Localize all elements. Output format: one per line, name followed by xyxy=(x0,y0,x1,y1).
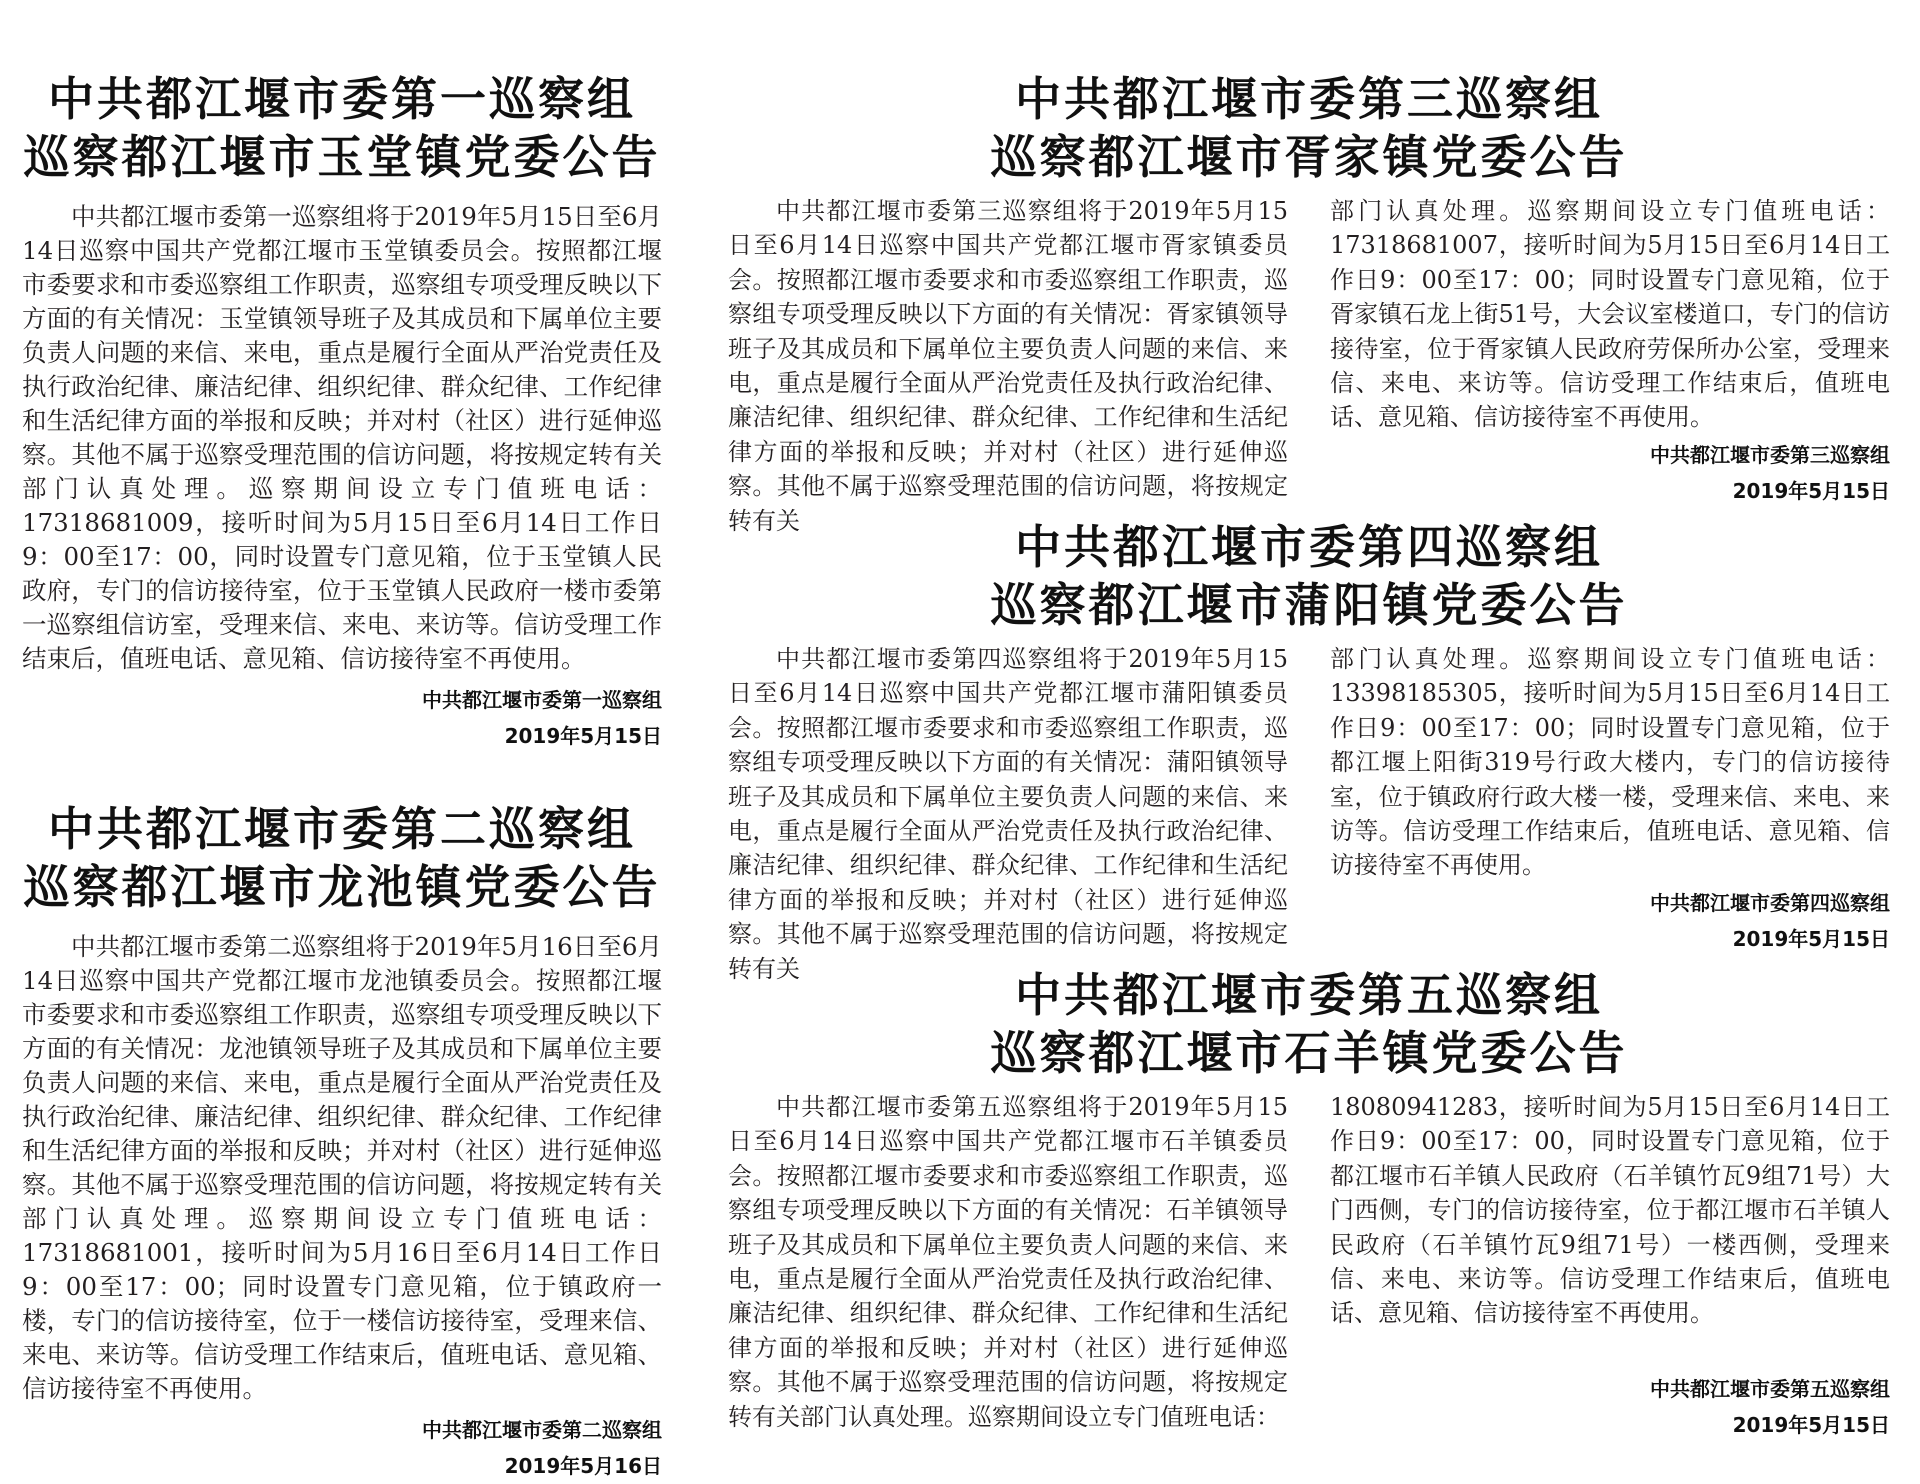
notice-body-columns xyxy=(728,194,1890,538)
notice-date: 2019年5月15日 xyxy=(504,724,662,748)
notice-signature: 中共都江堰市委第二巡察组 xyxy=(422,1418,662,1442)
title-line-2: 巡察都江堰市胥家镇党委公告 xyxy=(990,130,1628,184)
notice-third-group xyxy=(728,70,1890,538)
notice-first-group xyxy=(22,70,662,754)
notice-date: 2019年5月15日 xyxy=(1732,1412,1890,1437)
notice-title xyxy=(728,966,1890,1082)
notice-body-text: 中共都江堰市委第四巡察组将于2019年5月15日至6月14日巡察中国共产党都江堰市蒲阳镇委员会。按照都江堰市委要求和市委巡察组工作职责，巡察组专项受理反映以下方面的有关情况：蒲阳镇领导班子及其成员和下属单位主要负责人问题的来信、来电，重点是履行全面从严治党责任及执行政治纪律、廉洁纪律、组织纪律、群众纪律、工作纪律和生活纪律方面的举报和反映；并对村（社区）进行延伸巡察。其他不属于巡察受理范围的信访问题，将按规定转有关 xyxy=(728,645,1288,983)
notice-body-text: 18080941283，接听时间为5月15日至6月14日工作日9：00至17：00，同时设置专门意见箱，位于都江堰市石羊镇人民政府（石羊镇竹瓦9组71号）大门西侧，专门的信访接待室，位于都江堰市石羊镇人民政府（石羊镇竹瓦9组71号）一楼西侧，受理来信、来电、来访等。信访受理工作结束后，值班电话、意见箱、信访接待室不再使用。 xyxy=(1330,1093,1890,1328)
notice-fifth-group xyxy=(728,966,1890,1443)
notice-signature: 中共都江堰市委第四巡察组 xyxy=(1650,890,1890,915)
notice-body-columns xyxy=(728,642,1890,986)
notice-body xyxy=(22,200,662,676)
notice-signature-block xyxy=(1330,1371,1890,1443)
notice-body-column-1 xyxy=(728,642,1288,986)
notice-signature: 中共都江堰市委第五巡察组 xyxy=(1650,1376,1890,1401)
notice-body-text: 中共都江堰市委第三巡察组将于2019年5月15日至6月14日巡察中国共产党都江堰市胥家镇委员会。按照都江堰市委要求和市委巡察组工作职责，巡察组专项受理反映以下方面的有关情况：胥家镇领导班子及其成员和下属单位主要负责人问题的来信、来电，重点是履行全面从严治党责任及执行政治纪律、廉洁纪律、组织纪律、群众纪律、工作纪律和生活纪律方面的举报和反映；并对村（社区）进行延伸巡察。其他不属于巡察受理范围的信访问题，将按规定转有关 xyxy=(728,197,1288,535)
notice-body-text: 中共都江堰市委第一巡察组将于2019年5月15日至6月14日巡察中国共产党都江堰市玉堂镇委员会。按照都江堰市委要求和市委巡察组工作职责，巡察组专项受理反映以下方面的有关情况：玉堂镇领导班子及其成员和下属单位主要负责人问题的来信、来电，重点是履行全面从严治党责任及执行政治纪律、廉洁纪律、组织纪律、群众纪律、工作纪律和生活纪律方面的举报和反映；并对村（社区）进行延伸巡察。其他不属于巡察受理范围的信访问题，将按规定转有关部门认真处理。巡察期间设立专门值班电话：17318681009，接听时间为5月15日至6月14日工作日9：00至17：00，同时设置专门意见箱，位于玉堂镇人民政府，专门的信访接待室，位于玉堂镇人民政府一楼市委第一巡察组信访室，受理来信、来电、来访等。信访受理工作结束后，值班电话、意见箱、信访接待室不再使用。 xyxy=(22,202,662,673)
notice-title xyxy=(728,70,1890,186)
notice-date: 2019年5月16日 xyxy=(504,1454,662,1478)
notice-body-columns xyxy=(728,1090,1890,1443)
notice-signature: 中共都江堰市委第一巡察组 xyxy=(422,688,662,712)
title-line-1: 中共都江堰市委第二巡察组 xyxy=(48,802,636,856)
notice-body-column-2 xyxy=(1330,194,1890,538)
notice-date: 2019年5月15日 xyxy=(1732,926,1890,951)
notice-fourth-group xyxy=(728,518,1890,986)
notice-second-group xyxy=(22,800,662,1484)
title-line-1: 中共都江堰市委第一巡察组 xyxy=(48,72,636,126)
notice-signature-block xyxy=(1330,885,1890,957)
notice-signature-block xyxy=(1330,437,1890,509)
notice-body xyxy=(22,930,662,1406)
notice-title xyxy=(22,70,662,186)
notice-title xyxy=(728,518,1890,634)
notice-body-column-1 xyxy=(728,194,1288,538)
notice-body-text: 中共都江堰市委第五巡察组将于2019年5月15日至6月14日巡察中国共产党都江堰市石羊镇委员会。按照都江堰市委要求和市委巡察组工作职责，巡察组专项受理反映以下方面的有关情况：石羊镇领导班子及其成员和下属单位主要负责人问题的来信、来电，重点是履行全面从严治党责任及执行政治纪律、廉洁纪律、组织纪律、群众纪律、工作纪律和生活纪律方面的举报和反映；并对村（社区）进行延伸巡察。其他不属于巡察受理范围的信访问题，将按规定转有关部门认真处理。巡察期间设立专门值班电话： xyxy=(728,1093,1288,1431)
notice-body-column-1 xyxy=(728,1090,1288,1443)
title-line-2: 巡察都江堰市龙池镇党委公告 xyxy=(23,860,661,914)
title-line-2: 巡察都江堰市玉堂镇党委公告 xyxy=(23,130,661,184)
title-line-1: 中共都江堰市委第四巡察组 xyxy=(1015,520,1603,574)
notice-signature-block xyxy=(22,682,662,754)
notice-signature: 中共都江堰市委第三巡察组 xyxy=(1650,442,1890,467)
notice-body-column-2 xyxy=(1330,1090,1890,1443)
notice-date: 2019年5月15日 xyxy=(1732,478,1890,503)
notice-body-text: 部门认真处理。巡察期间设立专门值班电话：13398185305，接听时间为5月15日至6月14日工作日9：00至17：00；同时设置专门意见箱，位于都江堰上阳街319号行政大楼内，专门的信访接待室，位于镇政府行政大楼一楼，受理来信、来电、来访等。信访受理工作结束后，值班电话、意见箱、信访接待室不再使用。 xyxy=(1330,645,1890,880)
title-line-1: 中共都江堰市委第三巡察组 xyxy=(1015,72,1603,126)
notice-body-text: 部门认真处理。巡察期间设立专门值班电话：17318681007，接听时间为5月15日至6月14日工作日9：00至17：00；同时设置专门意见箱，位于胥家镇石龙上街51号，大会议室楼道口，专门的信访接待室，位于胥家镇人民政府劳保所办公室，受理来信、来电、来访等。信访受理工作结束后，值班电话、意见箱、信访接待室不再使用。 xyxy=(1330,197,1890,432)
title-line-2: 巡察都江堰市石羊镇党委公告 xyxy=(990,1026,1628,1080)
notice-body-text: 中共都江堰市委第二巡察组将于2019年5月16日至6月14日巡察中国共产党都江堰市龙池镇委员会。按照都江堰市委要求和市委巡察组工作职责，巡察组专项受理反映以下方面的有关情况：龙池镇领导班子及其成员和下属单位主要负责人问题的来信、来电，重点是履行全面从严治党责任及执行政治纪律、廉洁纪律、组织纪律、群众纪律、工作纪律和生活纪律方面的举报和反映；并对村（社区）进行延伸巡察。其他不属于巡察受理范围的信访问题，将按规定转有关部门认真处理。巡察期间设立专门值班电话：17318681001，接听时间为5月16日至6月14日工作日9：00至17：00；同时设置专门意见箱，位于镇政府一楼，专门的信访接待室，位于一楼信访接待室，受理来信、来电、来访等。信访受理工作结束后，值班电话、意见箱、信访接待室不再使用。 xyxy=(22,932,662,1403)
title-line-2: 巡察都江堰市蒲阳镇党委公告 xyxy=(990,578,1628,632)
notice-body-column-2 xyxy=(1330,642,1890,986)
title-line-1: 中共都江堰市委第五巡察组 xyxy=(1015,968,1603,1022)
notice-title xyxy=(22,800,662,916)
notice-signature-block xyxy=(22,1412,662,1484)
